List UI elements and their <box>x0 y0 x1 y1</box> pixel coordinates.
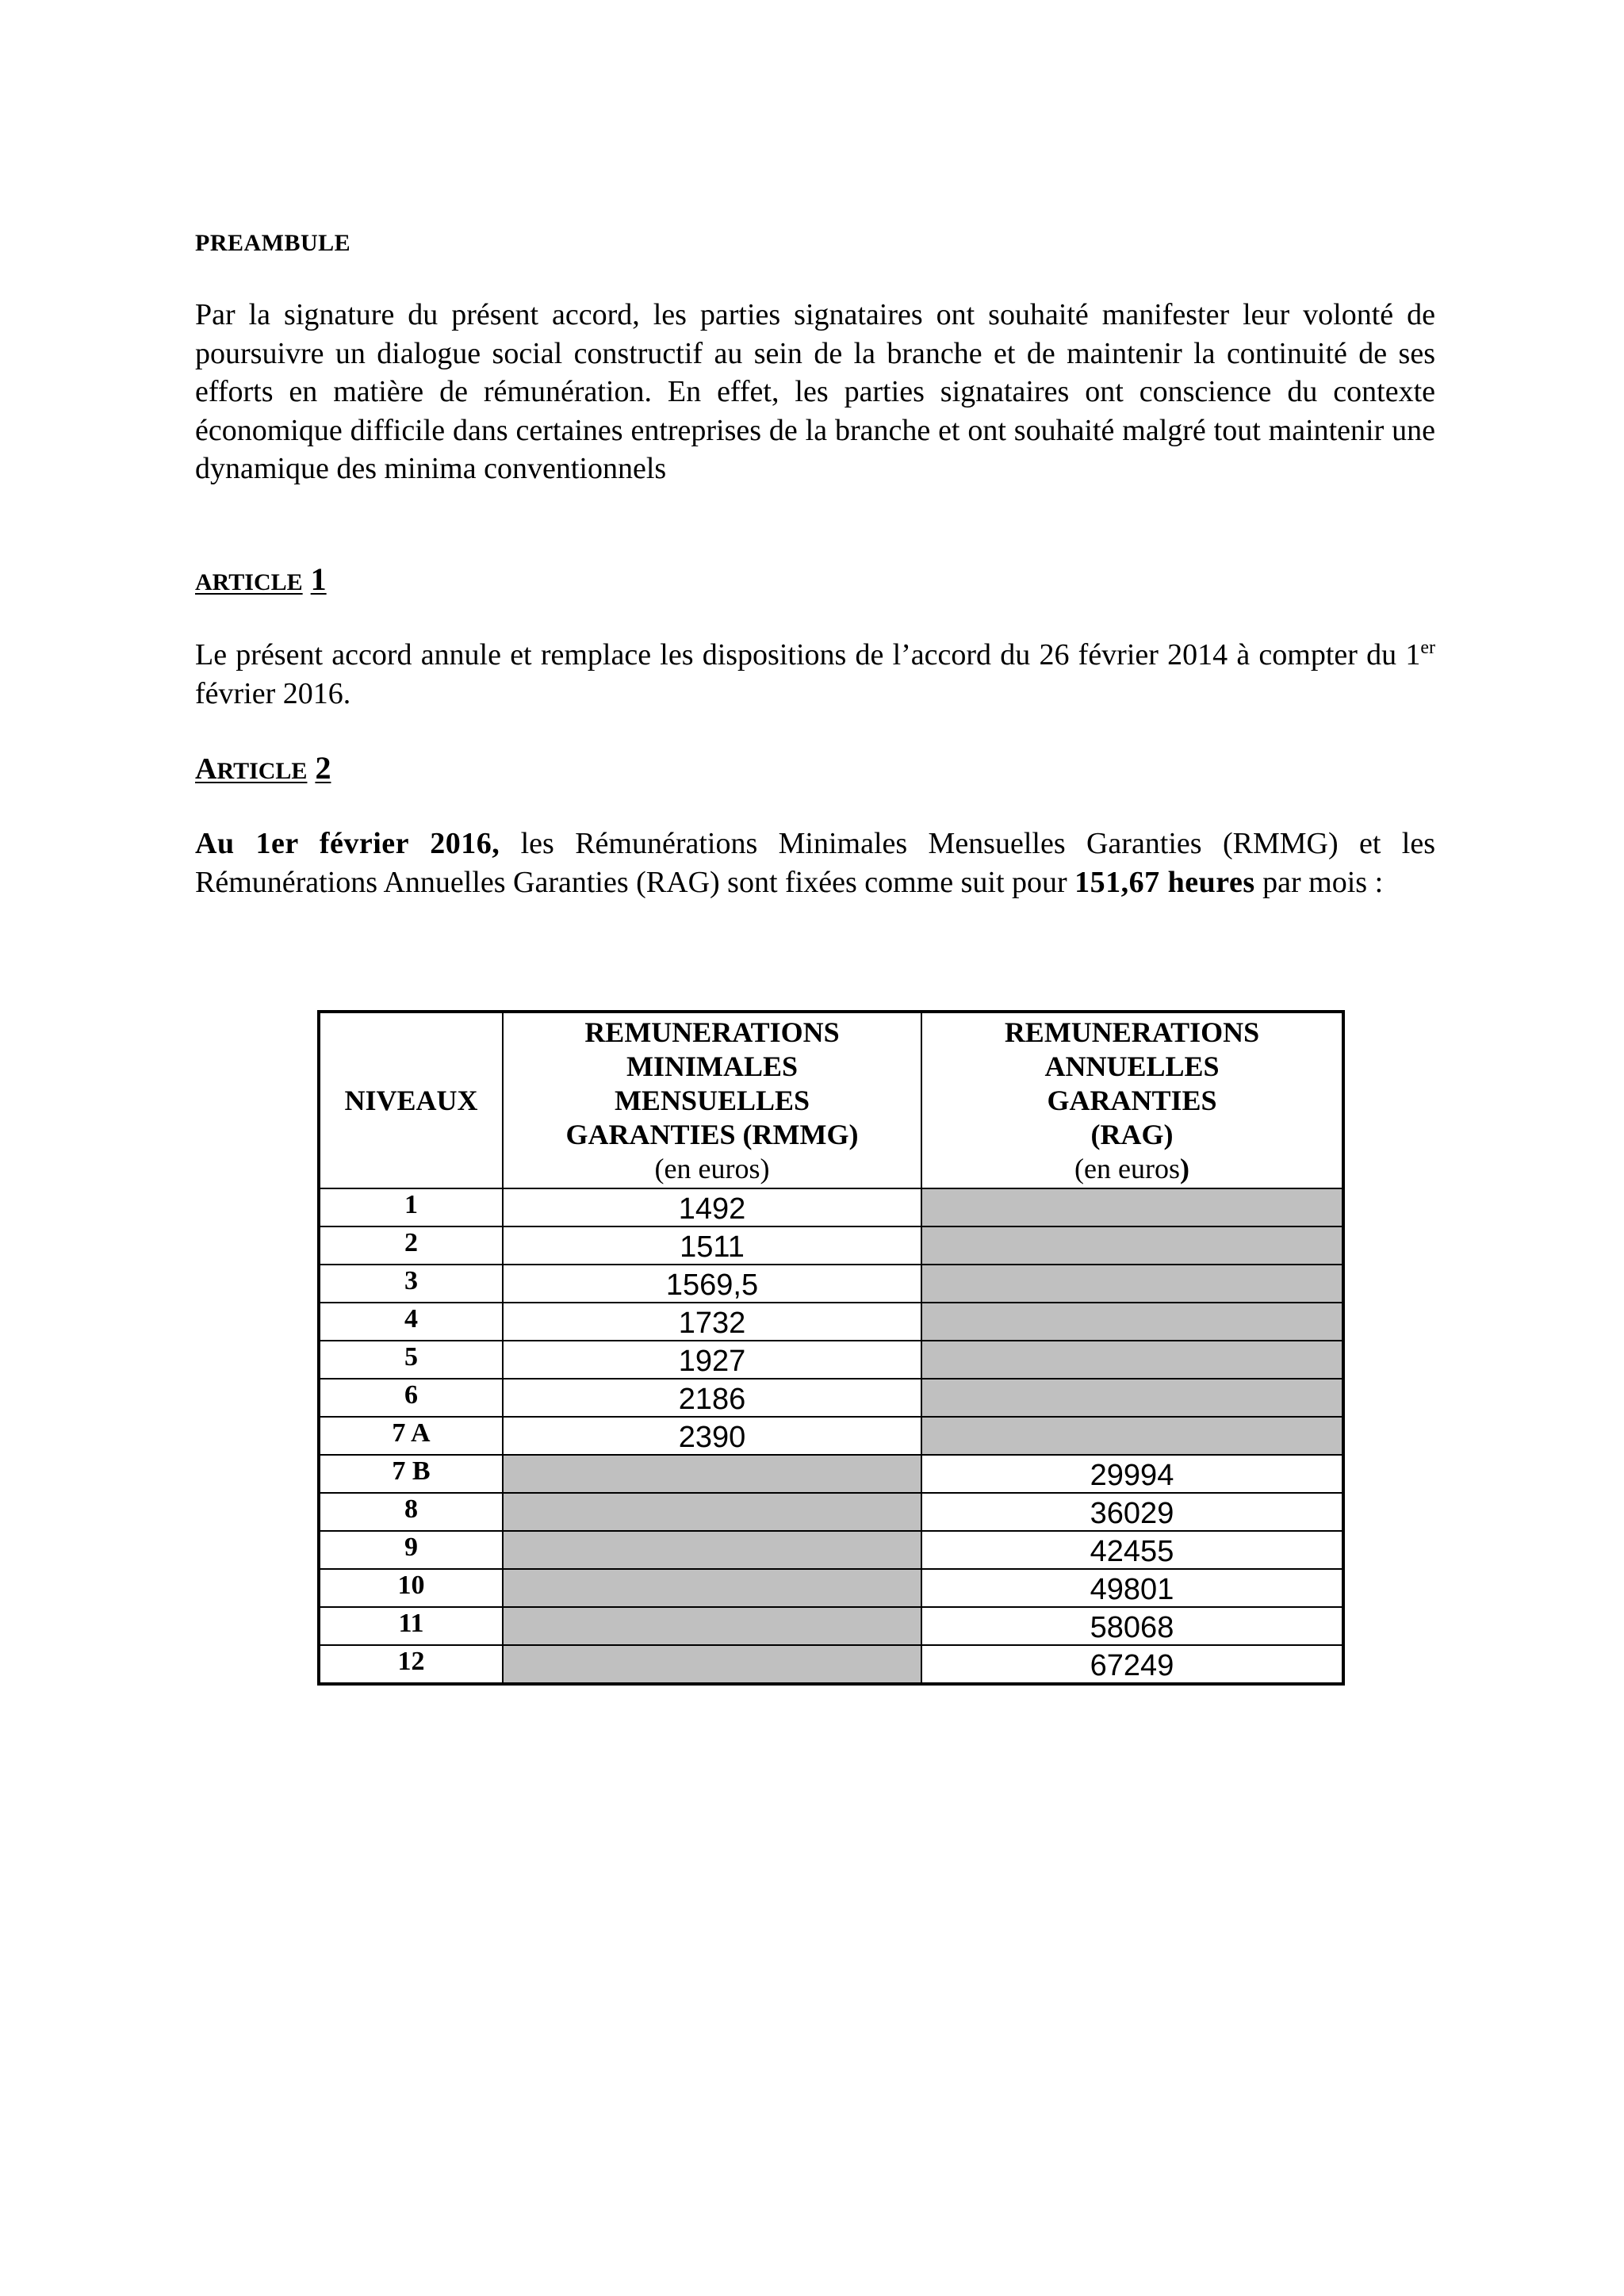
cell-rag-empty <box>921 1265 1343 1303</box>
article-2-heading-number: 2 <box>315 750 331 786</box>
cell-rmmg-empty <box>503 1607 921 1645</box>
header-rmmg <box>503 1012 921 1188</box>
cell-niveau: 12 <box>319 1645 503 1684</box>
cell-rag-empty <box>921 1417 1343 1455</box>
cell-niveau: 5 <box>319 1341 503 1379</box>
article-1-heading-word: ARTICLE <box>195 569 303 595</box>
header-rag-unit <box>922 1152 1342 1186</box>
table-header-row <box>319 1012 1343 1188</box>
cell-niveau: 10 <box>319 1569 503 1607</box>
preambule-title: PREAMBULE <box>195 230 351 256</box>
cell-niveau: 3 <box>319 1265 503 1303</box>
cell-rag-empty <box>921 1188 1343 1226</box>
cell-niveau: 8 <box>319 1493 503 1531</box>
cell-niveau: 6 <box>319 1379 503 1417</box>
header-rmmg-line: MINIMALES <box>626 1050 799 1082</box>
table-row <box>319 1188 1343 1226</box>
cell-rmmg: 2390 <box>503 1417 921 1455</box>
cell-rmmg: 1492 <box>503 1188 921 1226</box>
article-2-text-end: par mois : <box>1254 865 1384 899</box>
header-rag <box>921 1012 1343 1188</box>
table-row <box>319 1303 1343 1341</box>
table-row <box>319 1531 1343 1569</box>
table-row <box>319 1569 1343 1607</box>
article-1-heading-number: 1 <box>310 561 327 597</box>
cell-rag: 67249 <box>921 1645 1343 1684</box>
cell-rag: 42455 <box>921 1531 1343 1569</box>
cell-rmmg: 1732 <box>503 1303 921 1341</box>
table-row <box>319 1226 1343 1265</box>
header-rmmg-line: MENSUELLES <box>614 1084 810 1116</box>
article-1-text-end: février 2016. <box>195 676 351 710</box>
article-2-heading <box>195 749 331 786</box>
cell-rag-empty <box>921 1226 1343 1265</box>
article-1-superscript: er <box>1420 637 1435 658</box>
article-2-heading-initial: A <box>195 752 217 786</box>
article-1-heading <box>195 561 327 598</box>
header-rmmg-line: GARANTIES (RMMG) <box>565 1118 859 1150</box>
cell-niveau: 11 <box>319 1607 503 1645</box>
cell-rmmg-empty <box>503 1493 921 1531</box>
cell-rmmg: 2186 <box>503 1379 921 1417</box>
cell-rmmg-empty <box>503 1569 921 1607</box>
cell-rmmg-empty <box>503 1645 921 1684</box>
cell-rag: 36029 <box>921 1493 1343 1531</box>
cell-rag: 29994 <box>921 1455 1343 1493</box>
article-1-text: Le présent accord annule et remplace les dispositions de l’accord du 26 février 2014 à compter du 1 <box>195 638 1421 672</box>
table-row <box>319 1645 1343 1684</box>
cell-rag-empty <box>921 1341 1343 1379</box>
table-body <box>319 1188 1343 1684</box>
header-rag-line: REMUNERATIONS <box>1004 1016 1260 1048</box>
header-rag-unit-text: (en euros <box>1074 1152 1180 1184</box>
cell-rag: 49801 <box>921 1569 1343 1607</box>
article-2-hours: 151,67 heures <box>1074 865 1255 899</box>
article-2-text: les Rémunérations Minimales Mensuelles Garanties (RMMG) et les Rémunérations Annuelles Garanties (RAG) sont fixées comme suit pour <box>195 827 1435 899</box>
header-rag-line: ANNUELLES <box>1044 1050 1220 1082</box>
cell-niveau: 2 <box>319 1226 503 1265</box>
header-rag-line: GARANTIES <box>1047 1084 1217 1116</box>
cell-niveau: 9 <box>319 1531 503 1569</box>
cell-rmmg: 1511 <box>503 1226 921 1265</box>
cell-niveau: 1 <box>319 1188 503 1226</box>
salary-table <box>317 1010 1345 1686</box>
header-rmmg-line: REMUNERATIONS <box>584 1016 840 1048</box>
header-rag-unit-close: ) <box>1179 1152 1189 1184</box>
cell-niveau: 4 <box>319 1303 503 1341</box>
cell-rmmg: 1927 <box>503 1341 921 1379</box>
cell-rag-empty <box>921 1379 1343 1417</box>
table-row <box>319 1493 1343 1531</box>
cell-rmmg-empty <box>503 1531 921 1569</box>
header-rmmg-unit: (en euros) <box>654 1152 770 1184</box>
table-row <box>319 1341 1343 1379</box>
article-2-paragraph <box>195 825 1435 901</box>
table-row <box>319 1455 1343 1493</box>
cell-niveau: 7 A <box>319 1417 503 1455</box>
preambule-paragraph: Par la signature du présent accord, les parties signataires ont souhaité manifester leur volonté de poursuivre un dialogue social constructif au sein de la branche et de maintenir la continuité de ses efforts en matière de rémunération. En effet, les parties signataires ont conscience du contexte économique difficile dans certaines entreprises de la branche et ont souhaité malgré tout maintenir une dynamique des minima conventionnels <box>195 298 1435 485</box>
header-niveaux-label: NIVEAUX <box>344 1084 478 1116</box>
cell-rag-empty <box>921 1303 1343 1341</box>
table-row <box>319 1607 1343 1645</box>
cell-rmmg-empty <box>503 1455 921 1493</box>
cell-rmmg: 1569,5 <box>503 1265 921 1303</box>
header-rag-line: (RAG) <box>1090 1118 1174 1150</box>
article-2-date: Au 1er février 2016, <box>195 827 500 860</box>
cell-rag: 58068 <box>921 1607 1343 1645</box>
article-1-paragraph <box>195 636 1435 713</box>
article-2-heading-word: RTICLE <box>216 758 308 784</box>
table-row <box>319 1417 1343 1455</box>
cell-niveau: 7 B <box>319 1455 503 1493</box>
table-row <box>319 1265 1343 1303</box>
table-row <box>319 1379 1343 1417</box>
header-niveaux <box>319 1012 503 1188</box>
